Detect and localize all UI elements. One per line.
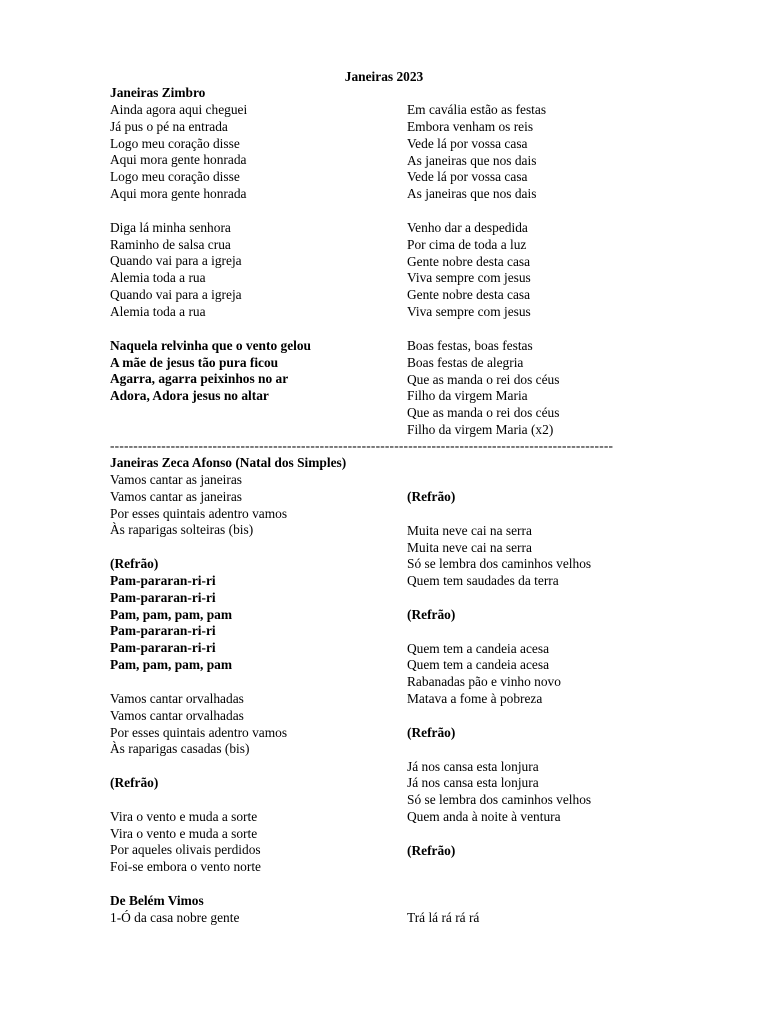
refrain-label: (Refrão) [407,724,456,740]
refrain-line: Pam-pararan-ri-ri [110,623,216,639]
blank-line [110,792,346,809]
lyric-line: Vamos cantar orvalhadas [110,707,244,723]
lyric-line: Logo meu coração disse [110,169,240,185]
lyric-line: As janeiras que nos dais [407,152,537,168]
bold-lyric-line: Naquela relvinha que o vento gelou [110,337,312,353]
blank-line [110,876,346,893]
lyric-line: Diga lá minha senhora [110,219,231,235]
blank-line [110,674,346,691]
lyric-line: Ainda agora aqui cheguei [110,101,248,117]
lyric-line: Que as manda o rei dos céus [407,405,560,421]
lyric-line: Que as manda o rei dos céus [407,371,560,387]
lyric-line: Boas festas de alegria [407,354,524,370]
blank-line [110,758,346,775]
lyric-line: Venho dar a despedida [407,219,528,235]
lyric-line: Às raparigas casadas (bis) [110,741,250,757]
refrain-line: Pam, pam, pam, pam [110,606,233,622]
refrain-line: Pam, pam, pam, pam [110,657,233,673]
lyric-line: Gente nobre desta casa [407,287,531,303]
refrain-label: (Refrão) [407,606,456,622]
song-heading-janeiras-zimbro: Janeiras Zimbro [110,85,206,100]
right-column-section2 [407,489,591,927]
bold-lyric-line: Adora, Adora jesus no altar [110,388,269,404]
lyric-line: Muita neve cai na serra [407,539,532,555]
lyric-line: Já nos cansa esta lonjura [407,775,539,791]
lyric-line: Raminho de salsa crua [110,236,231,252]
refrain-label: (Refrão) [110,556,159,572]
lyric-line: Filho da virgem Maria [407,388,528,404]
lyric-line: 1-Ó da casa nobre gente [110,909,240,925]
lyric-line: As janeiras que nos dais [407,186,537,202]
blank-line [407,893,591,910]
blank-line [407,321,559,338]
lyric-line: Viva sempre com jesus [407,304,531,320]
lyric-line: Vamos cantar as janeiras [110,471,242,487]
lyric-line: Vede lá por vossa casa [407,169,528,185]
lyric-line: Quando vai para a igreja [110,287,242,303]
refrain-line: Pam-pararan-ri-ri [110,640,216,656]
lyric-line: Por cima de toda a luz [407,236,527,252]
bold-lyric-line: Agarra, agarra peixinhos no ar [110,371,289,387]
blank-line [407,203,559,220]
lyric-line: Muita neve cai na serra [407,522,532,538]
lyric-line: Matava a fome à pobreza [407,691,543,707]
lyric-line: Aqui mora gente honrada [110,152,247,168]
lyric-line: Aqui mora gente honrada [110,186,247,202]
refrain-line: Pam-pararan-ri-ri [110,572,216,588]
blank-line [407,708,591,725]
lyric-line: Quem tem a candeia acesa [407,657,550,673]
lyric-line: Vamos cantar orvalhadas [110,690,244,706]
lyric-line: Embora venham os reis [407,118,534,134]
lyric-line: Já nos cansa esta lonjura [407,758,539,774]
lyric-line: Por esses quintais adentro vamos [110,724,288,740]
lyric-line: Boas festas, boas festas [407,337,533,353]
song-heading-janeiras-zeca-afonso: Janeiras Zeca Afonso (Natal dos Simples) [110,455,347,470]
refrain-line: Pam-pararan-ri-ri [110,589,216,605]
lyric-line: Vira o vento e muda a sorte [110,808,258,824]
left-column [110,85,311,405]
lyric-line: Logo meu coração disse [110,135,240,151]
lyric-line: Por esses quintais adentro vamos [110,505,288,521]
lyric-line: Trá lá rá rá rá [407,910,480,926]
blank-line [407,590,591,607]
blank-line [407,826,591,843]
lyric-line: Alemia toda a rua [110,270,206,286]
lyric-line: Já pus o pé na entrada [110,118,228,134]
lyric-line: Vamos cantar as janeiras [110,488,242,504]
blank-line [110,321,311,338]
lyric-line: Só se lembra dos caminhos velhos [407,556,592,572]
song-heading-de-belem-vimos: De Belém Vimos [110,892,204,908]
bold-lyric-line: A mãe de jesus tão pura ficou [110,354,279,370]
lyric-line: Foi-se embora o vento norte [110,859,261,875]
blank-line [407,860,591,877]
lyric-line: Quem anda à noite à ventura [407,809,561,825]
blank-line [407,876,591,893]
document-title: Janeiras 2023 [344,69,424,84]
right-column [407,102,559,439]
lyric-line: Vira o vento e muda a sorte [110,825,258,841]
lyric-line: Só se lembra dos caminhos velhos [407,792,592,808]
refrain-label: (Refrão) [110,775,159,791]
lyric-line: Vede lá por vossa casa [407,135,528,151]
lyric-line: Quem tem a candeia acesa [407,640,550,656]
lyric-line: Viva sempre com jesus [407,270,531,286]
lyric-line: Por aqueles olivais perdidos [110,842,261,858]
refrain-label: (Refrão) [407,842,456,858]
lyric-line: Às raparigas solteiras (bis) [110,522,254,538]
blank-line [110,539,346,556]
refrain-label: (Refrão) [407,489,456,504]
lyric-line: Alemia toda a rua [110,303,206,319]
lyric-line: Quando vai para a igreja [110,253,242,269]
left-column-section2 [110,455,346,927]
lyric-line: Gente nobre desta casa [407,253,531,269]
lyric-line: Quem tem saudades da terra [407,573,559,589]
lyric-line: Em cavália estão as festas [407,102,547,117]
blank-line [407,742,591,759]
blank-line [407,624,591,641]
lyric-line: Rabanadas pão e vinho novo [407,674,561,690]
lyric-line: Filho da virgem Maria (x2) [407,422,554,438]
blank-line [407,506,591,523]
blank-line [110,203,311,220]
section-divider: ------------------------------------------------------------------------------------------------------------ [110,438,614,453]
